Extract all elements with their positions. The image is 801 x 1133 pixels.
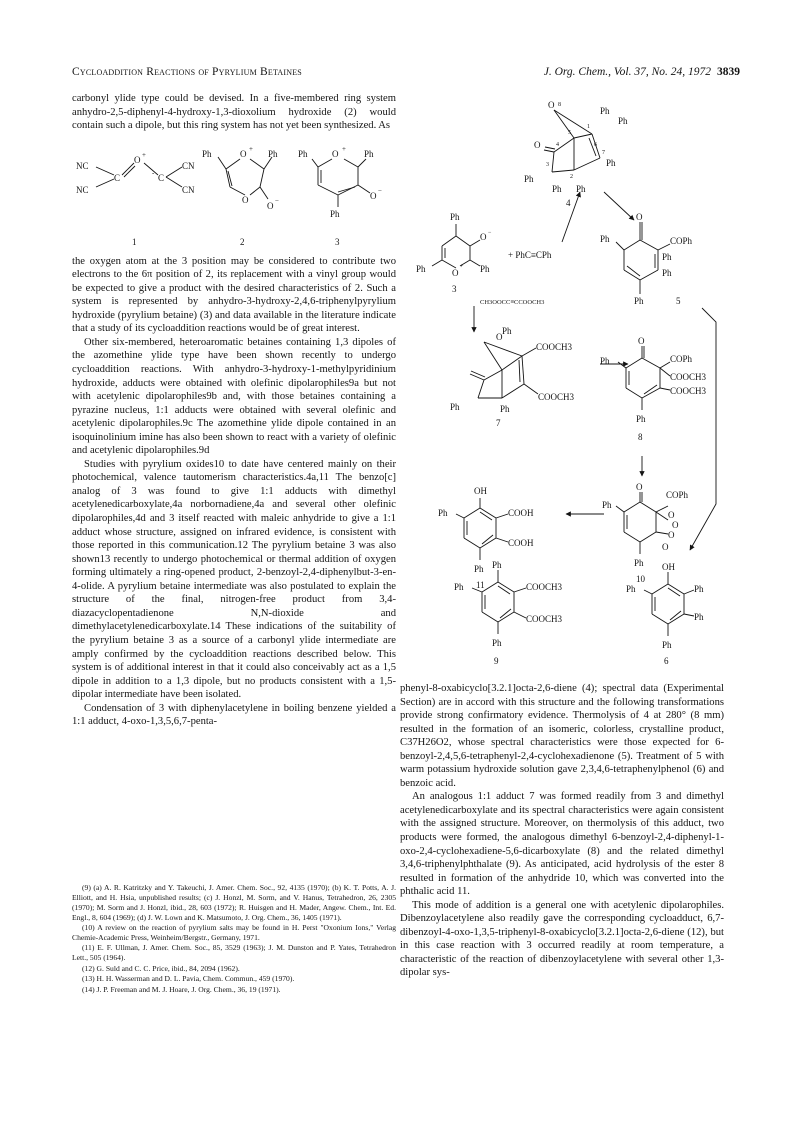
- bonds-7: [470, 342, 538, 398]
- o-label: O: [548, 100, 555, 110]
- compound-label-10: 10: [636, 574, 645, 584]
- compound-label-6: 6: [664, 656, 669, 666]
- footnote: (13) H. H. Wasserman and D. L. Pavia, Chem. Commun., 459 (1970).: [82, 974, 295, 984]
- acid-label: COOH: [508, 538, 534, 548]
- o-label: O: [332, 148, 339, 159]
- compound-label-8: 8: [638, 432, 643, 442]
- ph-label: Ph: [576, 184, 586, 194]
- paragraph: Other six-membered, heteroaromatic betaines containing 1,3 dipoles of the azomethine ylide type have been shown recently to undergo cycloaddition reactions. With anhydro-3-hydroxy-1-methylpyridinium hydroxide, adducts were obtained with olefinic dipolarophiles9a but not with acetylenic dipolarophiles9b and, with those betaines containing a pyrazine nucleus, 1:1 adducts were obtained with several olefinic and acetylenic dipolarophiles.9c The azomethine ylide dipole contained in an isoquinolinium imine has also been shown to react with a variety of olefinic and acetylenic dipolarophiles.9d: [72, 336, 396, 457]
- ph-label: Ph: [600, 106, 610, 116]
- oh-label: OH: [474, 486, 487, 496]
- nc-label: NC: [76, 160, 89, 171]
- ph-label: Ph: [500, 404, 510, 414]
- ph-label: Ph: [600, 234, 610, 244]
- c-label: C: [114, 172, 121, 183]
- o-label: O: [662, 542, 669, 552]
- page-number: 3839: [717, 66, 740, 78]
- compound-label-5: 5: [676, 296, 681, 306]
- ph-label: Ph: [618, 116, 628, 126]
- ester-label: COOCH3: [526, 582, 563, 592]
- bonds-10: [616, 492, 668, 554]
- ph-label: Ph: [602, 500, 612, 510]
- o-label: O: [452, 268, 459, 278]
- reagent-diphenylacetylene: + PhC≡CPh: [508, 250, 552, 260]
- charge-minus: −: [275, 196, 279, 205]
- paragraph: carbonyl ylide type could be devised. In a five-membered ring system anhydro-2,5-diphenyl-4-hydroxy-1,3-dioxolium hydroxide (2) would contain such a dipole, but this ring system has not yet been synthesized. As: [72, 93, 396, 132]
- o-label: O: [636, 212, 643, 222]
- running-header: [72, 66, 740, 82]
- ph-label: Ph: [634, 296, 644, 306]
- o-label: O: [242, 194, 249, 205]
- cn-label: CN: [182, 184, 195, 195]
- paragraph: the oxygen atom at the 3 position may be considered to contribute two electrons to the 6π position of 2, its replacement with a vinyl group would be expected to give a product with the desired characteristics of 2. Such a system is represented by anhydro-3-hydroxy-2,4,6-triphenylpyrylium hydroxide (pyrylium betaine) (3) and data available in the literature indicate that a study of its cycloaddition reactions would be of great interest.: [72, 255, 396, 335]
- ester-label: COOCH3: [670, 386, 707, 396]
- compound-label-11: 11: [476, 580, 485, 590]
- ph-label: Ph: [662, 640, 672, 650]
- ester-label: COOCH3: [670, 372, 707, 382]
- ester-label: COOCH3: [538, 392, 575, 402]
- reaction-scheme: [404, 94, 740, 674]
- acid-label: COOH: [508, 508, 534, 518]
- bonds-4: [544, 110, 600, 172]
- right-column: [400, 682, 724, 980]
- ph-label: Ph: [330, 208, 340, 219]
- locant: 6: [594, 142, 597, 148]
- charge-minus: -: [152, 168, 155, 177]
- compound-label-3: 3: [452, 284, 457, 294]
- structure-3: [312, 159, 370, 207]
- ph-label: Ph: [626, 584, 636, 594]
- locant: 2: [570, 174, 573, 180]
- o-label: O: [240, 148, 247, 159]
- o-label: O: [267, 200, 274, 211]
- compound-label-1: 1: [132, 236, 137, 247]
- bonds-3: [432, 224, 480, 268]
- ph-label: Ph: [552, 184, 562, 194]
- charge-plus: +: [249, 144, 253, 153]
- header-citation: J. Org. Chem., Vol. 37, No. 24, 1972: [543, 66, 711, 78]
- ph-label: Ph: [662, 252, 672, 262]
- oh-label: OH: [662, 562, 675, 572]
- ph-label: Ph: [416, 264, 426, 274]
- bonds-6: [644, 572, 694, 636]
- paragraph: Studies with pyrylium oxides10 to date have centered mainly on their photochemical, valence tautomerism characteristics.4a,11 The benzo[c] analog of 3 was found to give 1:1 adducts with dimethyl acetylenedicarboxylate,4a norbornadiene,4a and several other olefinic dipolarophiles,4d and 3 itself reacted with maleic anhydride to give a 1:1 adduct whose structure, assigned on infrared evidence, is consistent with those reported in this communication.12 The pyrylium betaine 3 was also shown13 recently to undergo photochemical or thermal addition of oxygen forming ultimately a ring-opened product, 2-benzoyl-2,4-diphenylbut-3-en-4-olide. A pyrylium betaine intermediate was also postulated to explain the structure of the final, nitrogen-free product from 3,4-diazacyclopentadienone N,N-dioxide and dimethylacetylenedicarboxylate.14 These indications of the suitability of the pyrylium betaine 3 as a source of a carbonyl ylide intermediate are amply confirmed by the cycloaddition reactions described below. This system is of additional interest in that it could also conceivably act as a 1,5 dipole in addition to a 1,3 dipole, but no products consistent with a 1,5-dipolar intermediate have been isolated.: [72, 458, 396, 701]
- ph-label: Ph: [450, 212, 460, 222]
- ph-label: Ph: [438, 508, 448, 518]
- ph-label: Ph: [502, 326, 512, 336]
- compound-label-4: 4: [566, 198, 571, 208]
- locant: 4: [556, 142, 559, 148]
- paragraph: phenyl-8-oxabicyclo[3.2.1]octa-2,6-diene (4); spectral data (Experimental Section) are in accord with this structure and the following transformations provide strong confirmatory evidence. Thermolysis of 4 at 280° (8 mm) resulted in the formation of an isomeric, colorless, crystalline product, C37H26O2, whose spectral characteristics were those expected for 6-benzoyl-2,4,5,6-tetraphenyl-2,4-cyclohexadienone (5). Treatment of 5 with warm potassium hydroxide solution gave 2,3,4,6-tetraphenylphenol (6) and benzoic acid.: [400, 683, 724, 789]
- ph-label: Ph: [524, 174, 534, 184]
- ph-label: Ph: [450, 402, 460, 412]
- footnote: (12) G. Suld and C. C. Price, ibid., 84, 2094 (1962).: [82, 963, 240, 973]
- paragraph: This mode of addition is a general one with acetylenic dipolarophiles. Dibenzoylacetylene also readily gave the corresponding cycloadduct, 6,7-dibenzoyl-4-oxo-1,3,5-triphenyl-8-oxabicyclo[3.2.1]octa-2,6-diene (12), but in this case reaction with 3 occurred readily at room temperature, a characteristic of the reaction of dibenzoylacetylene with several other 1,3-dipolar sys-: [400, 899, 724, 979]
- ph-label: Ph: [662, 268, 672, 278]
- ph-label: Ph: [364, 148, 374, 159]
- footnote: (10) A review on the reaction of pyrylium salts may be found in H. Perst "Oxonium Ions," Verlag Chemie-Academic Press, Weinheim/Bergstr., Germany, 1971.: [72, 923, 396, 943]
- reagent-dmad: CH3OOCC≡CCOOCH3: [480, 299, 545, 306]
- ph-label: Ph: [600, 356, 610, 366]
- locant: 5: [568, 130, 571, 136]
- locant: 1: [587, 124, 590, 130]
- nc-label: NC: [76, 184, 89, 195]
- structure-1: [96, 163, 182, 187]
- footnote: (9) (a) A. R. Katritzky and Y. Takeuchi, J. Amer. Chem. Soc., 92, 4135 (1970); (b) K. T. Potts, A. J. Elliott, and H. Hsia, unpublished results; (c) J. Honzl, M. Sorm, and V. Hanus, Tetrahedron, 26, 2305 (1970); M. Sorm and J. Honzl, ibid., 28, 603 (1972); R. Huisgen and H. Mader, Angew. Chem., Int. Ed. Engl., 8, 604 (1969); (d) J. W. Lown and K. Matsumoto, J. Org. Chem., 36, 1405 (1971).: [72, 883, 396, 922]
- o-label: O: [668, 510, 675, 520]
- o-label: O: [370, 190, 377, 201]
- c-label: C: [158, 172, 165, 183]
- ph-label: Ph: [474, 564, 484, 574]
- charge-minus: −: [378, 186, 382, 195]
- compound-label-9: 9: [494, 656, 499, 666]
- footnote: (11) E. F. Ullman, J. Amer. Chem. Soc., 85, 3529 (1963); J. M. Dunston and P. Yates, Tetrahedron Lett., 505 (1964).: [72, 943, 396, 963]
- paragraph: Condensation of 3 with diphenylacetylene in boiling benzene yielded a 1:1 adduct, 4-oxo-1,3,5,6,7-penta-: [72, 702, 396, 728]
- o-label: O: [496, 332, 503, 342]
- coph-label: COPh: [666, 490, 689, 500]
- ph-label: Ph: [202, 148, 212, 159]
- locant: 3: [546, 162, 549, 168]
- ph-label: Ph: [492, 560, 502, 570]
- structure-2: [218, 157, 272, 199]
- left-column: [72, 92, 396, 729]
- bonds-11: [456, 498, 508, 560]
- paragraph: An analogous 1:1 adduct 7 was formed readily from 3 and dimethyl acetylenedicarboxylate and its spectral characteristics were again consistent with the assigned structure. Moreover, on thermolysis of this adduct, two products were formed, the analogous dimethyl 6-benzoyl-2,4-diphenyl-1-oxo-2,4-cyclohexadiene-5,6-dicarboxylate (8) and the related dimethyl 3,4,6-triphenylphthalate (9). As anticipated, acid hydrolysis of the ester 8 resulted in formation of the anhydride 10, which was converted into the phthalic acid 11.: [400, 791, 724, 898]
- ester-label: COOCH3: [526, 614, 563, 624]
- o-label: O: [636, 482, 643, 492]
- header-title: Cycloaddition Reactions of Pyrylium Betaines: [72, 66, 302, 78]
- figure-dipoles: [72, 137, 396, 255]
- ph-label: Ph: [636, 414, 646, 424]
- coph-label: COPh: [670, 236, 693, 246]
- ph-label: Ph: [606, 158, 616, 168]
- locant: 8: [558, 102, 561, 108]
- o-label: O: [480, 232, 487, 242]
- ph-label: Ph: [298, 148, 308, 159]
- header-journal: [544, 66, 740, 78]
- o-label: O: [668, 530, 675, 540]
- ph-label: Ph: [634, 558, 644, 568]
- coph-label: COPh: [670, 354, 693, 364]
- ph-label: Ph: [454, 582, 464, 592]
- charge-plus: +: [342, 144, 346, 153]
- ph-label: Ph: [268, 148, 278, 159]
- bonds-8: [618, 346, 670, 410]
- compound-label-2: 2: [240, 236, 245, 247]
- footnotes: [72, 883, 396, 995]
- o-label: O: [672, 520, 679, 530]
- charge-plus: +: [142, 150, 146, 159]
- ester-label: COOCH3: [536, 342, 573, 352]
- compound-label-3: 3: [335, 236, 340, 247]
- charge-minus: −: [488, 230, 492, 236]
- ph-label: Ph: [480, 264, 490, 274]
- locant: 7: [602, 150, 605, 156]
- o-label: O: [134, 154, 141, 165]
- ph-label: Ph: [694, 584, 704, 594]
- ph-label: Ph: [694, 612, 704, 622]
- cn-label: CN: [182, 160, 195, 171]
- compound-label-7: 7: [496, 418, 501, 428]
- charge-plus: +: [460, 264, 464, 270]
- footnote: (14) J. P. Freeman and M. J. Hoare, J. Org. Chem., 36, 19 (1971).: [82, 984, 281, 994]
- ph-label: Ph: [492, 638, 502, 648]
- o-label: O: [638, 336, 645, 346]
- o-label: O: [534, 140, 541, 150]
